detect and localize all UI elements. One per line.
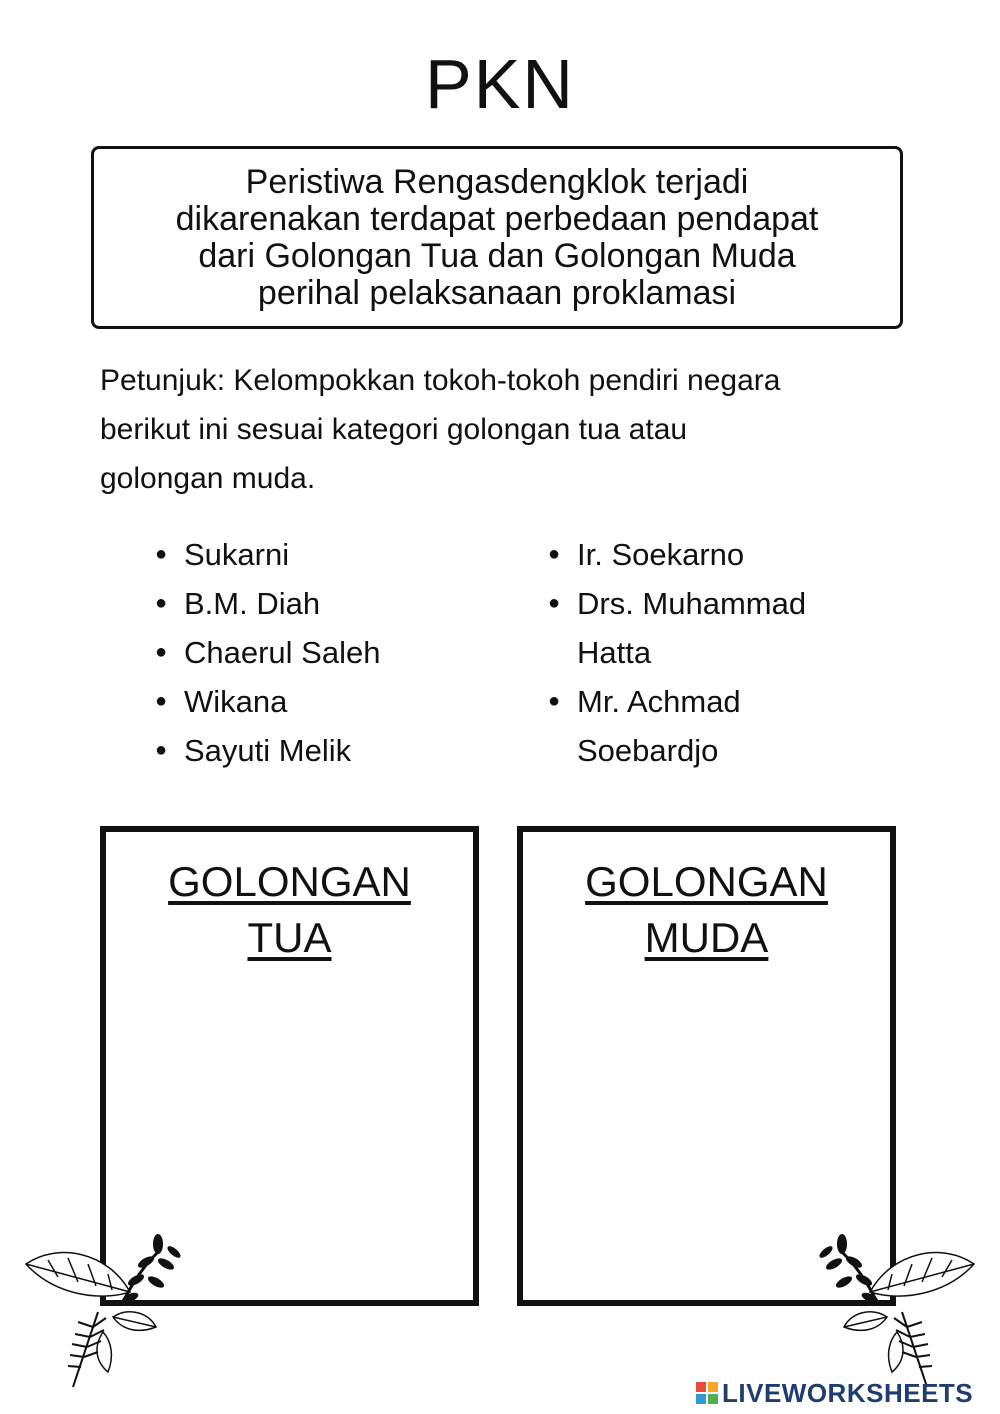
name-label: Chaerul Saleh bbox=[184, 635, 381, 670]
draggable-name-wikana[interactable] bbox=[155, 677, 380, 726]
golongan-tua-heading bbox=[106, 854, 473, 966]
heading-line: GOLONGAN bbox=[168, 858, 411, 905]
instruction-line: berikut ini sesuai kategori golongan tua atau bbox=[100, 413, 688, 446]
leaf-decoration-icon bbox=[18, 1222, 198, 1392]
bullet-icon: ● bbox=[155, 690, 168, 712]
name-label: Wikana bbox=[184, 684, 288, 719]
name-label: Sayuti Melik bbox=[184, 733, 352, 768]
name-label: Hatta bbox=[577, 635, 652, 670]
draggable-name-soekarno[interactable] bbox=[548, 530, 806, 579]
page-title: PKN bbox=[425, 45, 575, 123]
intro-box bbox=[91, 146, 903, 329]
leaf-decoration-icon bbox=[802, 1222, 982, 1392]
bullet-icon: ● bbox=[155, 543, 168, 565]
bullet-icon: ● bbox=[155, 592, 168, 614]
draggable-name-soebardjo[interactable] bbox=[548, 677, 806, 775]
bullet-icon: ● bbox=[548, 592, 561, 614]
heading-line: GOLONGAN bbox=[585, 858, 828, 905]
instruction-text bbox=[100, 356, 920, 503]
intro-line: Peristiwa Rengasdengklok terjadi bbox=[245, 162, 749, 201]
golongan-muda-heading bbox=[523, 854, 890, 966]
bullet-icon: ● bbox=[548, 543, 561, 565]
intro-line: dikarenakan terdapat perbedaan pendapat bbox=[175, 199, 819, 238]
intro-text bbox=[176, 164, 819, 312]
intro-line: perihal pelaksanaan proklamasi bbox=[257, 273, 737, 312]
instruction-line: Petunjuk: Kelompokkan tokoh-tokoh pendiri negara bbox=[100, 364, 781, 397]
bullet-icon: ● bbox=[548, 690, 561, 712]
draggable-name-hatta[interactable] bbox=[548, 579, 806, 677]
draggable-name-sayuti-melik[interactable] bbox=[155, 726, 380, 775]
bullet-icon: ● bbox=[155, 641, 168, 663]
name-label: Soebardjo bbox=[577, 733, 719, 768]
names-list-left bbox=[155, 530, 380, 775]
name-label: Mr. Achmad bbox=[577, 684, 741, 719]
heading-line: TUA bbox=[247, 914, 332, 961]
draggable-name-bm-diah[interactable] bbox=[155, 579, 380, 628]
names-list-right bbox=[548, 530, 806, 775]
instruction-line: golongan muda. bbox=[100, 462, 316, 495]
heading-line: MUDA bbox=[644, 914, 769, 961]
brand-name: LIVEWORKSHEETS bbox=[722, 1377, 974, 1408]
name-label: Ir. Soekarno bbox=[577, 537, 745, 572]
name-label: Drs. Muhammad bbox=[577, 586, 807, 621]
liveworksheets-brand[interactable] bbox=[696, 1378, 973, 1408]
draggable-name-sukarni[interactable] bbox=[155, 530, 380, 579]
bullet-icon: ● bbox=[155, 739, 168, 761]
draggable-name-chaerul-saleh[interactable] bbox=[155, 628, 380, 677]
intro-line: dari Golongan Tua dan Golongan Muda bbox=[198, 236, 796, 275]
name-label: Sukarni bbox=[184, 537, 290, 572]
liveworksheets-logo-icon bbox=[696, 1382, 718, 1404]
name-label: B.M. Diah bbox=[184, 586, 321, 621]
